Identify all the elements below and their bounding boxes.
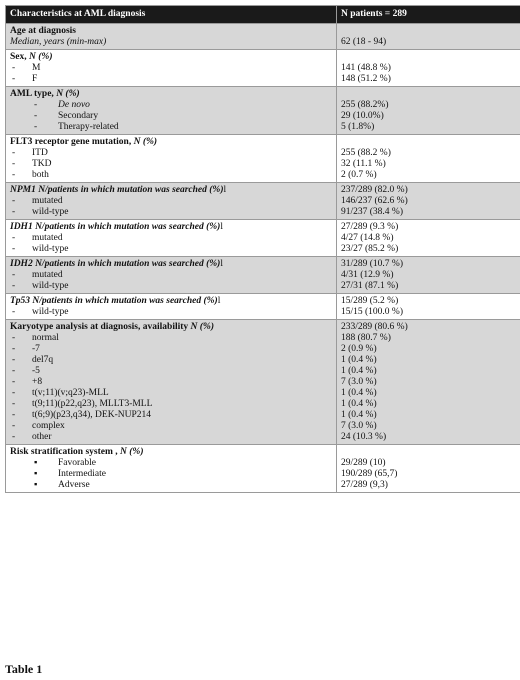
list-item-label: Intermediate	[58, 469, 107, 479]
list-item-label: both	[32, 170, 49, 180]
list-item-label: Therapy-related	[58, 122, 119, 132]
list-item-value: 29 (10.0%)	[341, 111, 384, 121]
section-title-italic: IDH2 N/patients in which mutation was searched (%)	[10, 259, 221, 269]
section-title-text: AML type,	[10, 89, 57, 99]
list-item-value: 2 (0.7 %)	[341, 170, 377, 180]
list-item	[10, 111, 332, 122]
list-bullet: -	[12, 388, 16, 398]
table-row	[6, 320, 520, 445]
section-title	[10, 296, 332, 307]
list-item-value: 1 (0.4 %)	[341, 388, 377, 398]
list-bullet: -	[12, 410, 16, 420]
list-item-label: TKD	[32, 159, 52, 169]
section-title	[10, 222, 332, 233]
list-item-label: t(9;11)(p22,q23), MLLT3-MLL	[32, 399, 153, 409]
list-bullet: -	[34, 122, 38, 132]
row-characteristic	[6, 183, 337, 220]
section-title-italic: Tp53 N/patients in which mutation was searched (%)	[10, 296, 218, 306]
section-title-text: Age at diagnosis	[10, 26, 76, 36]
row-values	[337, 24, 520, 50]
list-item-value: 255 (88.2 %)	[341, 148, 391, 158]
list-item-label: del7q	[32, 355, 54, 365]
list-bullet: -	[12, 170, 16, 180]
list-item-value: 1 (0.4 %)	[341, 366, 377, 376]
list-item	[10, 74, 332, 85]
table-row	[6, 24, 520, 50]
section-title-text: Risk stratification system ,	[10, 447, 121, 457]
list-item-label: wild-type	[32, 281, 69, 291]
list-item	[10, 148, 332, 159]
row-values	[337, 445, 520, 493]
list-item-label: -7	[32, 344, 40, 354]
list-item-label: wild-type	[32, 244, 69, 254]
row-values	[337, 220, 520, 257]
list-item	[10, 344, 332, 355]
list-item	[10, 207, 332, 218]
list-bullet: -	[12, 333, 16, 343]
list-item	[10, 270, 332, 281]
list-item-value: 7 (3.0 %)	[341, 421, 377, 431]
section-total-value: 27/289 (9.3 %)	[341, 222, 399, 232]
section-title-unit: N (%)	[29, 52, 53, 62]
list-item-label: complex	[32, 421, 65, 431]
list-item	[10, 233, 332, 244]
list-item-value: 4/31 (12.9 %)	[341, 270, 394, 280]
list-item	[10, 388, 332, 399]
list-item-value: 1 (0.4 %)	[341, 410, 377, 420]
list-item-value: 5 (1.8%)	[341, 122, 375, 132]
list-item	[10, 469, 332, 480]
list-item-label: F	[32, 74, 38, 84]
list-item-value: 255 (88.2%)	[341, 100, 389, 110]
table-row	[6, 50, 520, 87]
row-characteristic	[6, 135, 337, 183]
list-item-label: Favorable	[58, 458, 96, 468]
list-item-value: 32 (11.1 %)	[341, 159, 386, 169]
section-title-suffix: l	[220, 222, 223, 232]
table-header-row	[6, 6, 520, 24]
section-title-suffix: l	[220, 259, 223, 269]
list-bullet: -	[12, 244, 16, 254]
list-item	[10, 122, 332, 133]
section-total-value: 31/289 (10.7 %)	[341, 259, 404, 269]
row-values	[337, 294, 520, 320]
list-bullet: -	[12, 63, 16, 73]
row-characteristic	[6, 220, 337, 257]
list-item-label: other	[32, 432, 52, 442]
list-item-value: 91/237 (38.4 %)	[341, 207, 404, 217]
section-title-italic: IDH1 N/patients in which mutation was searched (%)	[10, 222, 221, 232]
section-title	[10, 447, 332, 458]
list-bullet: -	[12, 196, 16, 206]
list-bullet: -	[34, 100, 38, 110]
list-item	[10, 399, 332, 410]
section-title-text: FLT3 receptor gene mutation,	[10, 137, 134, 147]
value-spacer	[341, 447, 519, 458]
list-item-label: ITD	[32, 148, 48, 158]
list-bullet: -	[12, 307, 16, 317]
section-title	[10, 89, 332, 100]
section-title-text: Karyotype analysis at diagnosis, availability	[10, 322, 191, 332]
list-item	[10, 410, 332, 421]
row-characteristic	[6, 320, 337, 445]
table-row	[6, 183, 520, 220]
list-item	[10, 159, 332, 170]
list-bullet: -	[12, 207, 16, 217]
list-item	[10, 100, 332, 111]
section-subtitle: Median, years (min-max)	[10, 37, 107, 47]
list-item-value: 29/289 (10)	[341, 458, 386, 468]
table-row	[6, 87, 520, 135]
list-item-value: 7 (3.0 %)	[341, 377, 377, 387]
section-title-unit: N (%)	[133, 137, 158, 147]
list-item	[10, 355, 332, 366]
list-item-value: 1 (0.4 %)	[341, 399, 377, 409]
list-item-value: 15/15 (100.0 %)	[341, 307, 404, 317]
list-item	[10, 333, 332, 344]
list-item	[10, 421, 332, 432]
table-row	[6, 220, 520, 257]
section-title	[10, 137, 332, 148]
row-values	[337, 87, 520, 135]
list-item-label: Adverse	[58, 480, 90, 490]
row-values	[337, 183, 520, 220]
list-item	[10, 281, 332, 292]
table-row	[6, 294, 520, 320]
section-title-unit: N (%)	[120, 447, 144, 457]
section-total-value: 233/289 (80.6 %)	[341, 322, 408, 332]
list-item-label: t(v;11)(v;q23)-MLL	[32, 388, 109, 398]
row-values	[337, 135, 520, 183]
list-item-value: 146/237 (62.6 %)	[341, 196, 408, 206]
section-title	[10, 26, 332, 37]
list-item-label: mutated	[32, 270, 63, 280]
list-bullet: -	[12, 281, 16, 291]
list-bullet: -	[12, 270, 16, 280]
list-item-value: 141 (48.8 %)	[341, 63, 391, 73]
list-bullet: -	[12, 148, 16, 158]
value-spacer	[341, 52, 519, 63]
list-item-label: mutated	[32, 233, 63, 243]
list-item-value: 27/289 (9,3)	[341, 480, 388, 490]
list-item-value: 148 (51.2 %)	[341, 74, 391, 84]
section-title	[10, 52, 332, 63]
list-item	[10, 244, 332, 255]
list-item-label: normal	[32, 333, 59, 343]
value-spacer	[341, 137, 519, 148]
list-bullet: ▪	[34, 458, 38, 468]
list-item	[10, 377, 332, 388]
table-row	[6, 257, 520, 294]
row-values	[337, 257, 520, 294]
list-item-label: +8	[32, 377, 43, 387]
value-spacer	[341, 89, 519, 100]
list-bullet: -	[12, 432, 16, 442]
list-bullet: -	[12, 344, 16, 354]
list-item-label: De novo	[58, 100, 90, 110]
list-bullet: -	[12, 355, 16, 365]
section-title-unit: N (%)	[56, 89, 80, 99]
list-item-value: 27/31 (87.1 %)	[341, 281, 399, 291]
list-bullet: -	[12, 159, 16, 169]
list-item-label: Secondary	[58, 111, 99, 121]
table-caption: Table 1	[5, 662, 43, 676]
row-characteristic	[6, 257, 337, 294]
header-characteristics: Characteristics at AML diagnosis	[6, 6, 337, 24]
list-item-value: 190/289 (65,7)	[341, 469, 398, 479]
table-row	[6, 135, 520, 183]
list-item	[10, 480, 332, 491]
list-item-value: 1 (0.4 %)	[341, 355, 377, 365]
section-title	[10, 259, 332, 270]
list-item-label: wild-type	[32, 207, 69, 217]
list-item	[10, 366, 332, 377]
section-title-suffix: l	[217, 296, 221, 306]
list-item	[10, 196, 332, 207]
list-item-value: 24 (10.3 %)	[341, 432, 387, 442]
row-values	[337, 50, 520, 87]
list-bullet: -	[12, 366, 16, 376]
list-item-label: t(6;9)(p23,q34), DEK-NUP214	[32, 410, 152, 420]
list-item-value: 188 (80.7 %)	[341, 333, 391, 343]
row-characteristic	[6, 294, 337, 320]
row-characteristic	[6, 24, 337, 50]
list-bullet: -	[12, 377, 16, 387]
section-title	[10, 185, 332, 196]
list-item-label: wild-type	[32, 307, 69, 317]
list-item	[10, 307, 332, 318]
header-n-patients: N patients = 289	[337, 6, 520, 24]
row-characteristic	[6, 87, 337, 135]
row-characteristic	[6, 50, 337, 87]
list-bullet: ▪	[34, 469, 38, 479]
list-item-label: -5	[32, 366, 40, 376]
list-bullet: -	[34, 111, 38, 121]
section-title-italic: NPM1 N/patients in which mutation was searched (%)	[10, 185, 224, 195]
list-item-label: M	[32, 63, 41, 73]
list-item	[10, 458, 332, 469]
list-bullet: ▪	[34, 480, 38, 490]
section-total-value: 237/289 (82.0 %)	[341, 185, 408, 195]
section-total-value: 62 (18 - 94)	[341, 37, 387, 47]
section-title-suffix: l	[223, 185, 227, 195]
row-values	[337, 320, 520, 445]
value-spacer	[341, 26, 519, 37]
list-bullet: -	[12, 74, 16, 84]
list-item-label: mutated	[32, 196, 63, 206]
list-bullet: -	[12, 399, 16, 409]
list-bullet: -	[12, 233, 16, 243]
section-title	[10, 322, 332, 333]
section-title-unit: N (%)	[190, 322, 215, 332]
section-title-text: Sex,	[10, 52, 29, 62]
row-characteristic	[6, 445, 337, 493]
list-bullet: -	[12, 421, 16, 431]
characteristics-table	[5, 5, 520, 493]
list-item	[10, 170, 332, 181]
list-item	[10, 432, 332, 443]
list-item	[10, 63, 332, 74]
list-item-value: 4/27 (14.8 %)	[341, 233, 394, 243]
section-total-value: 15/289 (5.2 %)	[341, 296, 399, 306]
table-row	[6, 445, 520, 493]
list-item-value: 23/27 (85.2 %)	[341, 244, 399, 254]
list-item-value: 2 (0.9 %)	[341, 344, 377, 354]
